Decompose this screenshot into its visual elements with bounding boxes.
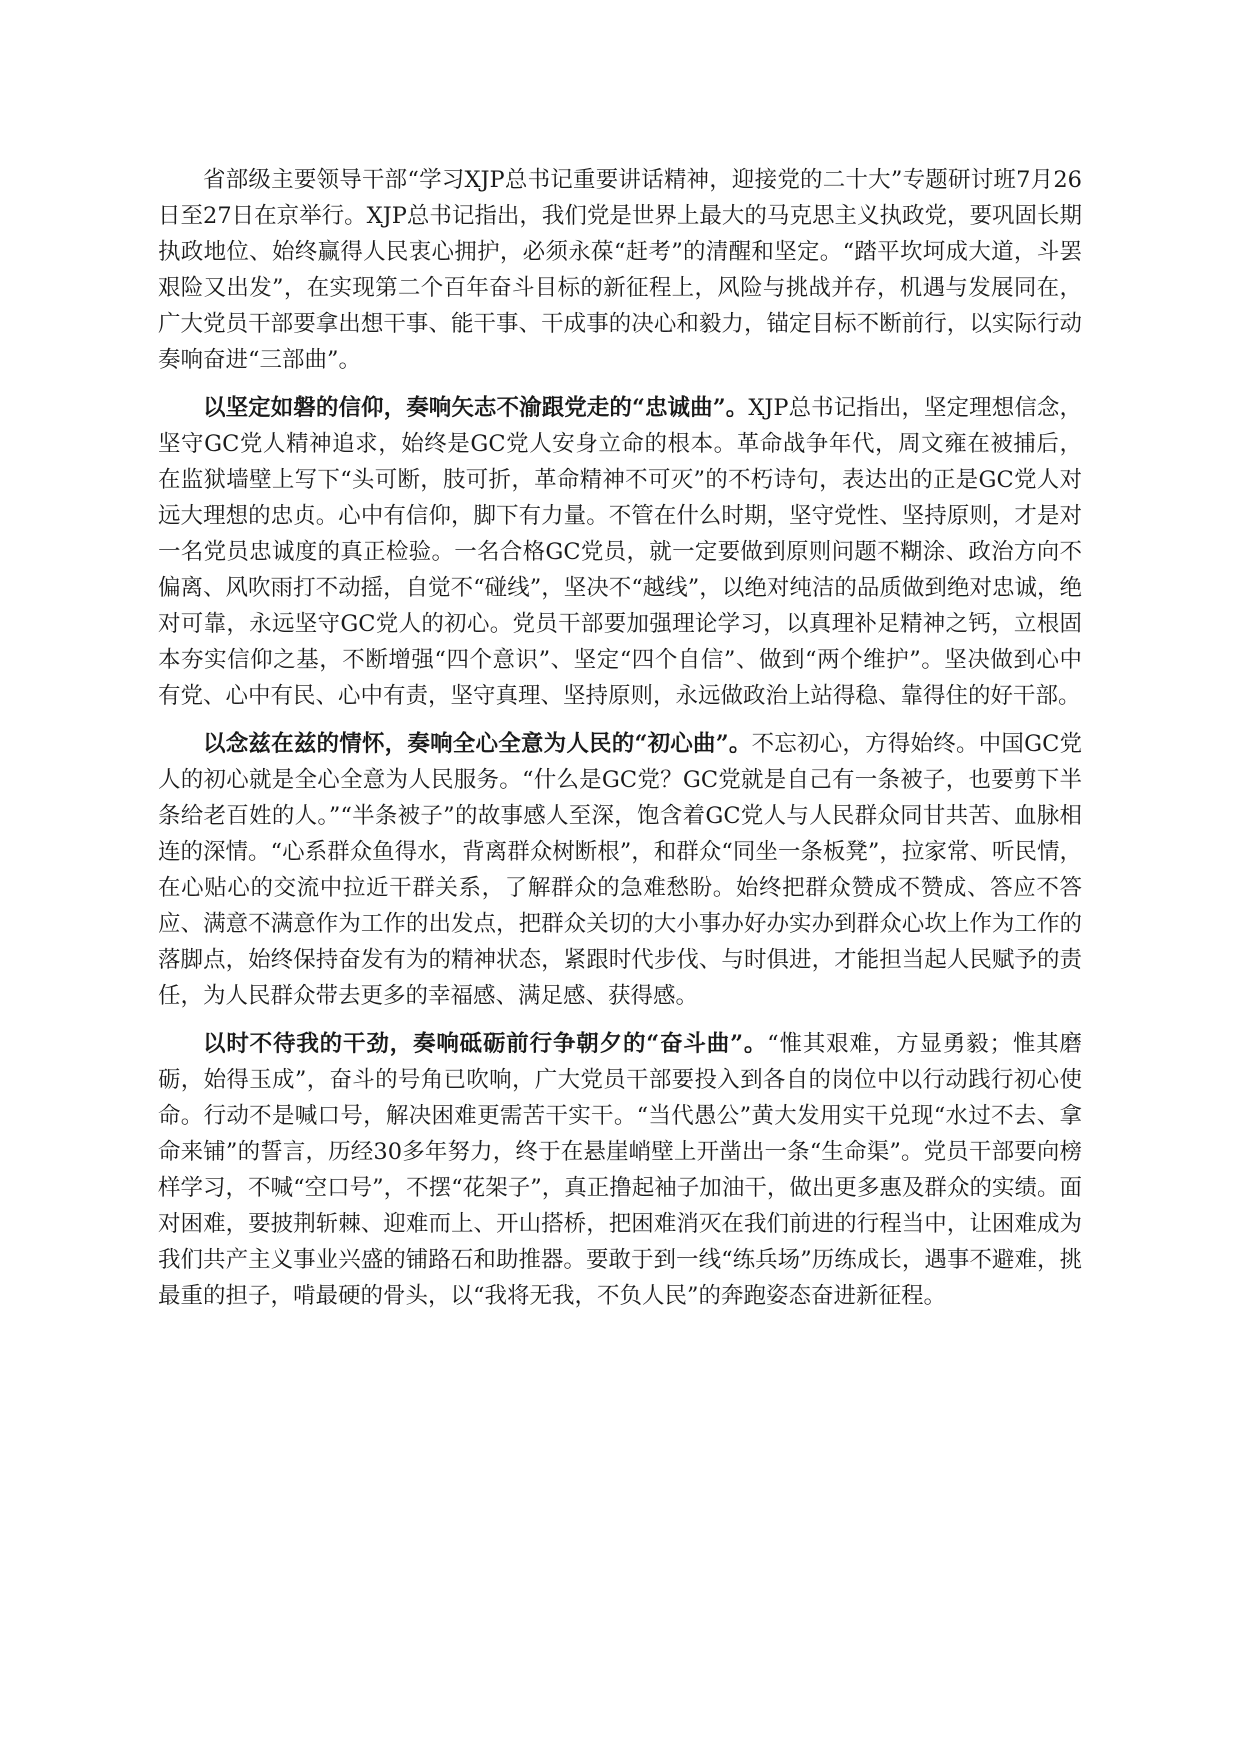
paragraph-body: 不忘初心，方得始终。中国GC党人的初心就是全心全意为人民服务。“什么是GC党？GC党就是自己有一条被子，也要剪下半条给老百姓的人。”“半条被子”的故事感人至深，饱含着GC党人与人民群众同甘共苦、血脉相连的深情。“心系群众鱼得水，背离群众树断根”，和群众“同坐一条板凳”，拉家常、听民情，在心贴心的交流中拉近干群关系，了解群众的急难愁盼。始终把群众赞成不赞成、答应不答应、满意不满意作为工作的出发点，把群众关切的大小事办好办实办到群众心坎上作为工作的落脚点，始终保持奋发有为的精神状态，紧跟时代步伐、与时俱进，才能担当起人民赋予的责任，为人民群众带去更多的幸福感、满足感、获得感。: [158, 731, 1082, 1009]
paragraph-intro: [158, 162, 1082, 378]
paragraph-lead: 以时不待我的干劲，奏响砥砺前行争朝夕的“奋斗曲”。: [203, 1031, 768, 1057]
paragraph-original-aspiration: [158, 726, 1082, 1014]
paragraph-lead: 以坚定如磐的信仰，奏响矢志不渝跟党走的“忠诚曲”。: [203, 395, 749, 421]
paragraph-body: XJP总书记指出，坚定理想信念，坚守GC党人精神追求，始终是GC党人安身立命的根本。革命战争年代，周文雍在被捕后，在监狱墙壁上写下“头可断，肢可折，革命精神不可灭”的不朽诗句，表达出的正是GC党人对远大理想的忠贞。心中有信仰，脚下有力量。不管在什么时期，坚守党性、坚持原则，才是对一名党员忠诚度的真正检验。一名合格GC党员，就一定要做到原则问题不糊涂、政治方向不偏离、风吹雨打不动摇，自觉不“碰线”，坚决不“越线”，以绝对纯洁的品质做到绝对忠诚，绝对可靠，永远坚守GC党人的初心。党员干部要加强理论学习，以真理补足精神之钙，立根固本夯实信仰之基，不断增强“四个意识”、坚定“四个自信”、做到“两个维护”。坚决做到心中有党、心中有民、心中有责，坚守真理、坚持原则，永远做政治上站得稳、靠得住的好干部。: [158, 395, 1082, 709]
paragraph-lead: 以念兹在兹的情怀，奏响全心全意为人民的“初心曲”。: [203, 731, 752, 757]
paragraph-body: “惟其艰难，方显勇毅；惟其磨砺，始得玉成”，奋斗的号角已吹响，广大党员干部要投入到各自的岗位中以行动践行初心使命。行动不是喊口号，解决困难更需苦干实干。“当代愚公”黄大发用实干兑现“水过不去、拿命来铺”的誓言，历经30多年努力，终于在悬崖峭壁上开凿出一条“生命渠”。党员干部要向榜样学习，不喊“空口号”，不摆“花架子”，真正撸起袖子加油干，做出更多惠及群众的实绩。面对困难，要披荆斩棘、迎难而上、开山搭桥，把困难消灭在我们前进的行程当中，让困难成为我们共产主义事业兴盛的铺路石和助推器。要敢于到一线“练兵场”历练成长，遇事不避难，挑最重的担子，啃最硬的骨头，以“我将无我，不负人民”的奔跑姿态奋进新征程。: [158, 1031, 1082, 1309]
paragraph-loyalty: [158, 390, 1082, 714]
paragraph-struggle: [158, 1026, 1082, 1314]
document-page: [158, 162, 1082, 1326]
paragraph-body: 省部级主要领导干部“学习XJP总书记重要讲话精神，迎接党的二十大”专题研讨班7月26日至27日在京举行。XJP总书记指出，我们党是世界上最大的马克思主义执政党，要巩固长期执政地位、始终赢得人民衷心拥护，必须永葆“赶考”的清醒和坚定。“踏平坎坷成大道，斗罢艰险又出发”，在实现第二个百年奋斗目标的新征程上，风险与挑战并存，机遇与发展同在，广大党员干部要拿出想干事、能干事、干成事的决心和毅力，锚定目标不断前行，以实际行动奏响奋进“三部曲”。: [158, 167, 1082, 373]
